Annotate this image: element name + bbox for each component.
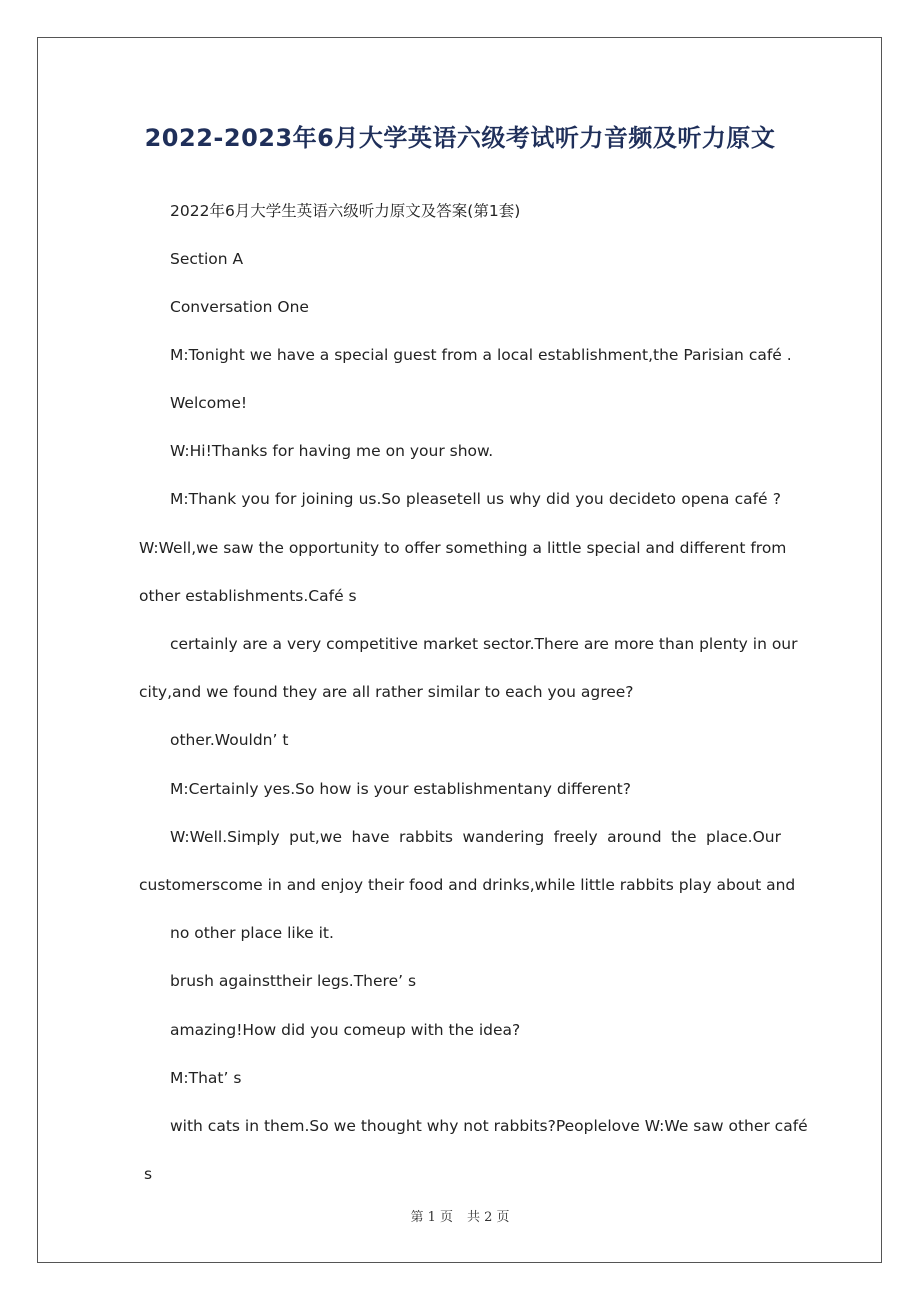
- line-12: other.Wouldn’ t: [170, 731, 289, 749]
- line-7: M:Thank you for joining us.So pleasetell us why did you decideto opena café ?: [170, 490, 781, 508]
- line-18: amazing!How did you comeup with the idea?: [170, 1021, 521, 1039]
- document-title: 2022-2023年6月大学英语六级考试听力音频及听力原文: [144, 124, 776, 152]
- line-4: M:Tonight we have a special guest from a local establishment,the Parisian café .: [170, 346, 792, 364]
- page-footer: [0, 1206, 920, 1225]
- line-15: customerscome in and enjoy their food and drinks,while little rabbits play about and: [139, 876, 796, 894]
- line-6: W:Hi!Thanks for having me on your show.: [170, 442, 494, 460]
- line-13: M:Certainly yes.So how is your establishmentany different?: [170, 780, 631, 798]
- line-21: s: [144, 1165, 153, 1183]
- line-16: no other place like it.: [170, 924, 334, 942]
- line-8: W:Well,we saw the opportunity to offer something a little special and different from: [139, 539, 787, 557]
- page-number: 第 1 页: [410, 1210, 453, 1225]
- line-17: brush againsttheir legs.There’ s: [170, 972, 417, 990]
- line-3: Conversation One: [170, 298, 309, 316]
- line-19: M:That’ s: [170, 1069, 242, 1087]
- page-total: 共 2 页: [467, 1210, 510, 1225]
- line-2: Section A: [170, 250, 244, 268]
- line-5: Welcome!: [170, 394, 248, 412]
- line-20: with cats in them.So we thought why not rabbits?Peoplelove W:We saw other café: [170, 1117, 808, 1135]
- line-1: 2022年6月大学生英语六级听力原文及答案(第1套): [170, 202, 521, 220]
- line-9: other establishments.Café s: [139, 587, 357, 605]
- line-10: certainly are a very competitive market sector.There are more than plenty in our: [170, 635, 798, 653]
- line-14: W:Well.Simply put,we have rabbits wandering freely around the place.Our: [170, 828, 781, 846]
- line-11: city,and we found they are all rather similar to each you agree?: [139, 683, 634, 701]
